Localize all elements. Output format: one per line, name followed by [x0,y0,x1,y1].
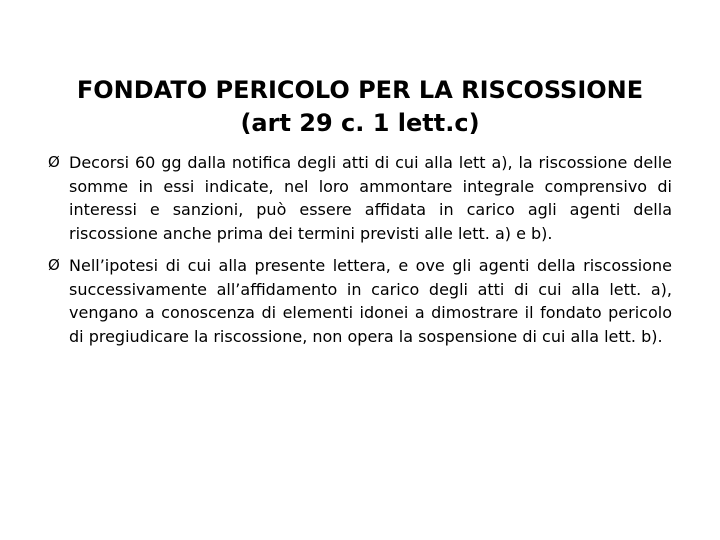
bullet-item [48,254,672,348]
bullet-text: Nell’ipotesi di cui alla presente lettera, e ove gli agenti della riscossione successivamente all’affidamento in carico degli atti di cui alla lett. a), vengano a conoscenza di elementi idonei a dimostrare il fondato pericolo di pregiudicare la riscossione, non opera la sospensione di cui alla lett. b). [69,256,672,346]
bullet-text: Decorsi 60 gg dalla notifica degli atti di cui alla lett a), la riscossione delle somme in essi indicate, nel loro ammontare integrale comprensivo di interessi e sanzioni, può essere affidata in carico agli agenti della riscossione anche prima dei termini previsti alle lett. a) e b). [69,153,672,243]
arrow-bullet-icon: Ø [48,153,60,171]
bullet-item [48,151,672,245]
slide-title-line-1: FONDATO PERICOLO PER LA RISCOSSIONE [76,76,644,104]
bullet-list [48,151,672,357]
slide-title [30,74,690,140]
arrow-bullet-icon: Ø [48,256,60,274]
slide-title-line-2: (art 29 c. 1 lett.c) [240,109,480,137]
